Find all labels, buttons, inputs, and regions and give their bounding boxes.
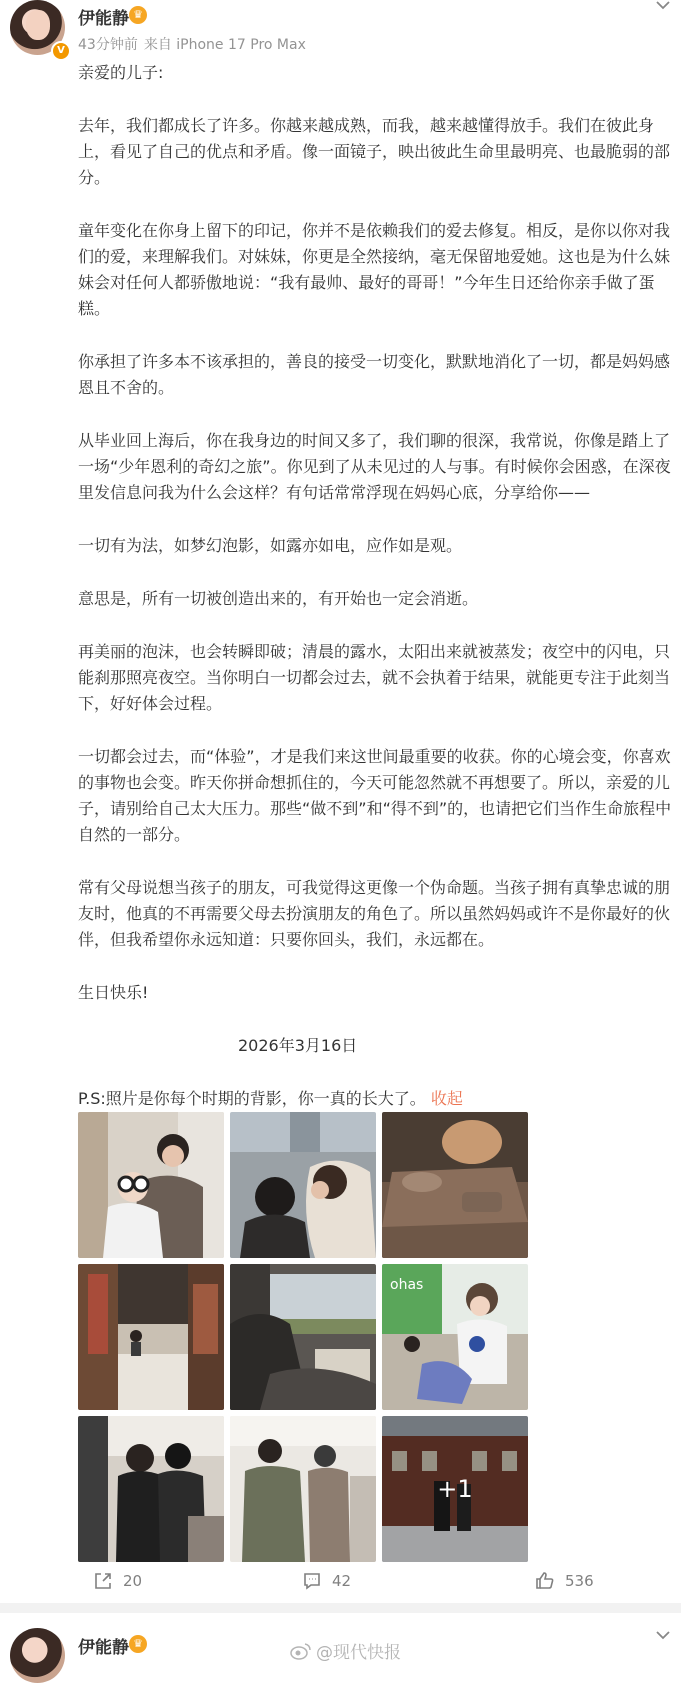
thumbs-up-icon — [535, 1571, 555, 1591]
photo-thumbnail[interactable] — [382, 1112, 528, 1258]
avatar-face — [26, 10, 50, 40]
paragraph: 从毕业回上海后，你在我身边的时间又多了，我们聊的很深，我常说，你像是踏上了一场“少年恩利的奇幻之旅”。你见到了从未见过的人与事。有时候你会困惑，在深夜里发信息问我为什么会这样？有句话常常浮现在妈妈心底，分享给你—— — [78, 431, 671, 502]
author-avatar[interactable] — [10, 0, 65, 55]
paragraph: 生日快乐! — [78, 983, 149, 1002]
paragraph: 常有父母说想当孩子的朋友，可我觉得这更像一个伪命题。当孩子拥有真挚忠诚的朋友时，他真的不再需要父母去扮演朋友的角色了。所以虽然妈妈或许不是你最好的伙伴，但我希望你永远知道：只要你回头，我们，永远都在。 — [78, 878, 671, 949]
photo-thumbnail[interactable] — [382, 1416, 528, 1562]
like-count: 536 — [565, 1572, 594, 1590]
paragraph: 一切有为法，如梦幻泡影，如露亦如电，应作如是观。 — [78, 536, 463, 555]
action-bar — [0, 1566, 681, 1596]
post-source: 来自 iPhone 17 Pro Max — [143, 37, 306, 53]
comment-count: 42 — [332, 1572, 352, 1590]
watermark — [290, 1638, 401, 1663]
chevron-down-icon[interactable] — [654, 1626, 672, 1644]
comment-icon — [302, 1571, 322, 1591]
next-post-avatar[interactable] — [10, 1628, 65, 1683]
photo-thumbnail[interactable] — [382, 1264, 528, 1410]
post-meta — [78, 34, 306, 54]
watermark-text: @现代快报 — [316, 1643, 401, 1663]
repost-icon — [93, 1571, 113, 1591]
next-post-author[interactable]: 伊能静 — [78, 1638, 129, 1658]
paragraph: 再美丽的泡沫，也会转瞬即破；清晨的露水，太阳出来就被蒸发；夜空中的闪电，只能刹那照亮夜空。当你明白一切都会过去，就不会执着于结果，就能更专注于此刻当下，好好体会过程。 — [78, 642, 671, 713]
post-content — [78, 52, 678, 1112]
post-divider — [0, 1603, 681, 1613]
paragraph: 亲爱的儿子: — [78, 63, 164, 82]
author-name[interactable]: 伊能静 — [78, 9, 129, 29]
post-time[interactable]: 43分钟前 — [78, 37, 138, 53]
photo-thumbnail[interactable] — [78, 1112, 224, 1258]
ps-line — [78, 1086, 678, 1112]
weibo-logo-icon — [290, 1642, 312, 1660]
vip-crown-icon: ♛ — [129, 1635, 147, 1653]
photo-thumbnail[interactable] — [230, 1112, 376, 1258]
chevron-down-icon[interactable] — [654, 0, 672, 14]
vip-crown-icon: ♛ — [129, 6, 147, 24]
letter-date: 2026年3月16日 — [238, 1036, 358, 1055]
paragraph: 童年变化在你身上留下的印记，你并不是依赖我们的爱去修复。相反，是你以你对我们的爱，来理解我们。对妹妹，你更是全然接纳，毫无保留地爱她。这也是为什么妹妹会对任何人都骄傲地说：“我有最帅、最好的哥哥！”今年生日还给你亲手做了蛋糕。 — [78, 221, 671, 318]
like-button[interactable] — [535, 1566, 594, 1596]
repost-button[interactable] — [93, 1566, 142, 1596]
comment-button[interactable] — [302, 1566, 351, 1596]
repost-count: 20 — [123, 1572, 143, 1590]
verified-badge-icon: V — [51, 41, 71, 61]
svg-text:ohas: ohas — [390, 1277, 424, 1293]
photo-thumbnail[interactable] — [78, 1264, 224, 1410]
ps-text: P.S:照片是你每个时期的背影，你一真的长大了。 — [78, 1089, 426, 1108]
paragraph: 你承担了许多本不该承担的，善良的接受一切变化，默默地消化了一切，都是妈妈感恩且不舍的。 — [78, 352, 671, 397]
paragraph: 一切都会过去，而“体验”，才是我们来这世间最重要的收获。你的心境会变，你喜欢的事物也会变。昨天你拼命想抓住的，今天可能忽然就不再想要了。所以，亲爱的儿子，请别给自己太大压力。那些“做不到”和“得不到”的，也请把它们当作生命旅程中自然的一部分。 — [78, 747, 672, 844]
paragraph: 意思是，所有一切被创造出来的，有开始也一定会消逝。 — [78, 589, 479, 608]
photo-thumbnail[interactable] — [230, 1416, 376, 1562]
collapse-link[interactable]: 收起 — [430, 1089, 463, 1108]
more-photos-overlay[interactable]: +1 — [382, 1416, 528, 1562]
photo-thumbnail[interactable] — [230, 1264, 376, 1410]
photo-grid — [78, 1112, 528, 1557]
photo-thumbnail[interactable] — [78, 1416, 224, 1562]
paragraph: 去年，我们都成长了许多。你越来越成熟，而我，越来越懂得放手。我们在彼此身上，看见了自己的优点和矛盾。像一面镜子，映出彼此生命里最明亮、也最脆弱的部分。 — [78, 116, 671, 187]
